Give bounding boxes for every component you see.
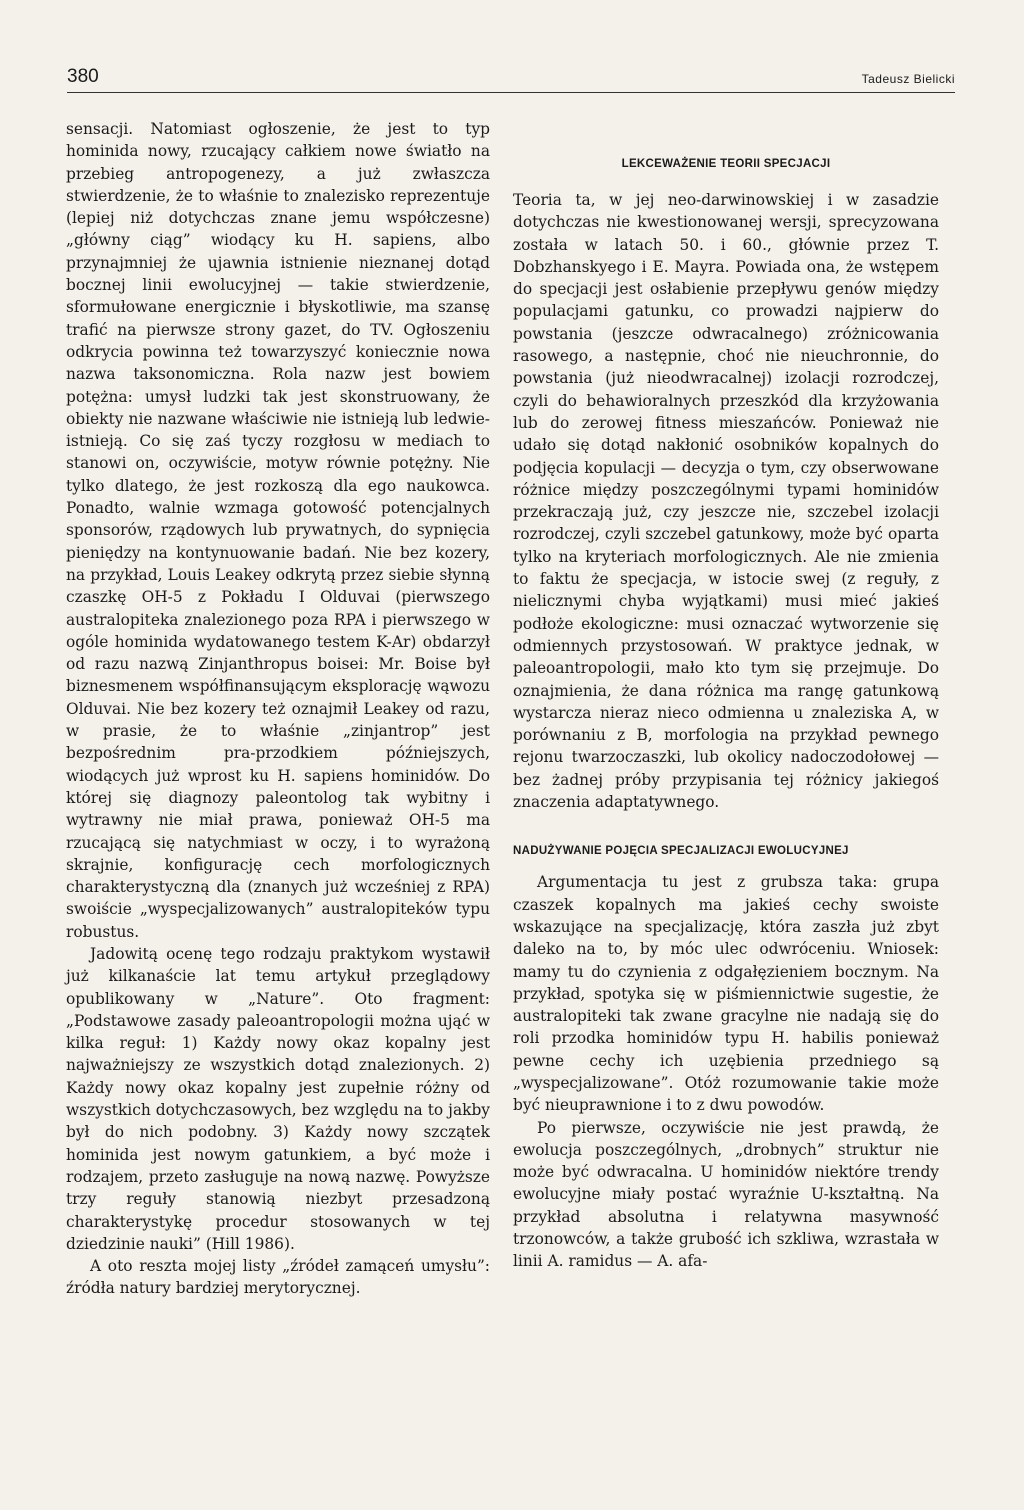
left-column xyxy=(66,118,490,1300)
running-head: Tadeusz Bielicki xyxy=(861,72,955,86)
paragraph: A oto reszta mojej listy „źródeł zamąceń umysłu”: źródła natury bardziej merytorycznej. xyxy=(66,1257,490,1298)
section-heading: LEKCEWAŻENIE TEORII SPECJACJI xyxy=(621,158,831,170)
paragraph: Po pierwsze, oczywiście nie jest prawdą, że ewolucja poszczególnych, „drobnych” struktur nie może być odwracalna. U hominidów niektóre trendy ewolucyjne miały postać wyraźnie U-kształtną. Na przykład absolutna i relatywna masywność trzonowców, a także grubość ich szkliwa, wzrastała w linii A. ramidus — A. afa- xyxy=(513,1118,939,1271)
right-column xyxy=(513,118,939,1273)
page-header xyxy=(67,66,955,93)
paragraph: Teoria ta, w jej neo-darwinowskiej i w zasadzie dotychczas nie kwestionowanej wersji, sprecyzowana została w latach 50. i 60., głównie przez T. Dobzhanskyego i E. Mayra. Powiada ona, że wstępem do specjacji jest osłabienie przepływu genów między populacjami gatunku, co prowadzi najpierw do powstania (jeszcze odwracalnego) zróżnicowania rasowego, a następnie, choć nie nieuchronnie, do powstania (już nieodwracalnej) izolacji rozrodczej, czyli do behawioralnych przeszkód dla krzyżowania lub do zerowej fitness mieszańców. Ponieważ nie udało się dotąd nakłonić osobników kopalnych do podjęcia kopulacji — decyzja o tym, czy obserwowane różnice między poszczególnymi typami hominidów przekraczają już, czy jeszcze nie, szczebel izolacji rozrodczej, czyli szczebel gatunkowy, może być oparta tylko na kryteriach morfologicznych. Ale nie zmienia to faktu że specjacja, w istocie swej (z reguły, z nielicznymi chyba wyjątkami) musi mieć jakieś podłoże ekologiczne: musi oznaczać wytworzenie się odmiennych przystosowań. W praktyce jednak, w paleoantropologii, mało kto tym się przejmuje. Do oznajmienia, że dana różnica ma rangę gatunkową wystarcza nieraz nieco odmienna u znaleziska A, w porównaniu z B, morfologia na przykład pewnego rejonu twarzoczaszki, lub okolicy nadoczodołowej — bez żadnej próby przypisania tej różnicy jakiegoś znaczenia adaptatywnego. xyxy=(513,191,939,812)
section-heading: NADUŻYWANIE POJĘCIA SPECJALIZACJI EWOLUCYJNEJ xyxy=(513,845,849,858)
paragraph: Jadowitą ocenę tego rodzaju praktykom wystawił już kilkanaście lat temu artykuł przeglądowy opublikowany w „Nature”. Oto fragment: „Podstawowe zasady paleoantropologii można ująć w kilka reguł: 1) Każdy nowy okaz kopalny jest najważniejszy ze wszystkich dotąd znalezionych. 2) Każdy nowy okaz kopalny jest zupełnie różny od wszystkich dotychczasowych, bez względu na to jakby był do nich podobny. 3) Każdy nowy szczątek hominida jest nowym gatunkiem, a być może i rodzajem, przeto zasługuje na nową nazwę. Powyższe trzy reguły stanowią niezbyt przesadzoną charakterystykę procedur stosowanych w tej dziedzinie nauki” (Hill 1986). xyxy=(66,944,490,1253)
paragraph: sensacji. Natomiast ogłoszenie, że jest to typ hominida nowy, rzucający całkiem nowe światło na przebieg antropogenezy, a już zwłaszcza stwierdzenie, że to właśnie to znalezisko reprezentuje (lepiej niż dotychczas znane jemu współczesne) „główny ciąg” wiodący ku H. sapiens, albo przynajmniej że ujawnia istnienie nieznanej dotąd bocznej linii ewolucyjnej — takie stwierdzenie, sformułowane energicznie i błyskotliwie, ma szansę trafić na pierwsze strony gazet, do TV. Ogłoszeniu odkrycia powinna też towarzyszyć koniecznie nowa nazwa taksonomiczna. Rola nazw jest bowiem potężna: umysł ludzki tak jest skonstruowany, że obiekty nie nazwane właściwie nie istnieją lub ledwie-istnieją. Co się zaś tyczy rozgłosu w mediach to stanowi on, oczywiście, motyw równie potężny. Nie tylko dlatego, że jest rozkoszą dla ego naukowca. Ponadto, walnie wzmaga gotowość potencjalnych sponsorów, rządowych lub prywatnych, do sypnięcia pieniędzy na kontynuowanie badań. Nie bez kozery, na przykład, Louis Leakey odkrytą przez siebie słynną czaszkę OH-5 z Pokładu I Olduvai (pierwszego australopiteka znalezionego poza RPA i pierwszego w ogóle hominida wydatowanego testem K-Ar) obdarzył od razu nazwą Zinjanthropus boisei: Mr. Boise był biznesmenem współfinansującym eksplorację wąwozu Olduvai. Nie bez kozery też oznajmił Leakey od razu, w prasie, że to właśnie „zinjantrop” jest bezpośrednim pra-przodkiem późniejszych, wiodących już wprost ku H. sapiens hominidów. Do której się diagnozy paleontolog tak wybitny i wytrawny nie miał prawa, ponieważ OH-5 ma rzucającą się natychmiast w oczy, i to wyrażoną skrajnie, konfigurację cech morfologicznych charakterystyczną dla (znanych już wcześniej z RPA) swoiście „wyspecjalizowanych” australopiteków typu robustus. xyxy=(66,120,490,941)
page-number: 380 xyxy=(67,66,99,87)
paragraph: Argumentacja tu jest z grubsza taka: grupa czaszek kopalnych ma jakieś cechy swoiste wskazujące na specjalizację, która zaszła już zbyt daleko na to, by móc ulec odwróceniu. Wniosek: mamy tu do czynienia z odgałęzieniem bocznym. Na przykład, spotyka się w piśmiennictwie sugestie, że australopiteki tak zwane gracylne nie nadają się do roli przodka hominidów typu H. habilis ponieważ pewne cechy ich uzębienia przedniego są „wyspecjalizowane”. Otóż rozumowanie takie może być nieuprawnione i to z dwu powodów. xyxy=(513,873,939,1115)
